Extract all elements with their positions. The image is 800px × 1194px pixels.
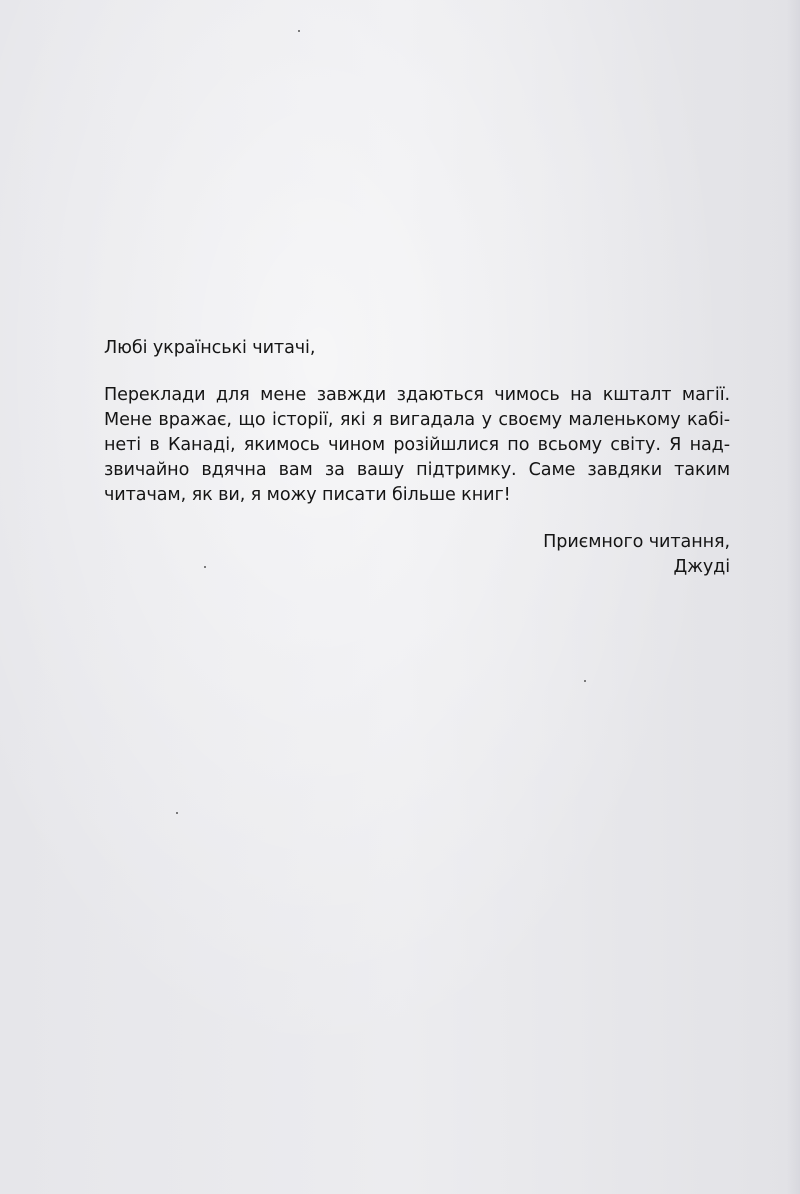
letter-body-line: читачам, як ви, я можу писати більше книг! xyxy=(104,485,511,505)
page-edge-shadow xyxy=(786,0,800,1194)
letter-greeting: Любі українські читачі, xyxy=(104,338,316,358)
letter-to-readers xyxy=(104,336,730,580)
letter-body xyxy=(104,383,730,508)
letter-body-line: звичайно вдячна вам за вашу підтримку. Саме завдяки таким xyxy=(104,460,730,480)
paper-speck xyxy=(298,30,300,32)
letter-signoff xyxy=(104,530,730,580)
letter-body-line: Переклади для мене завжди здаються чимось на кшталт магії. xyxy=(104,385,730,405)
letter-signature: Джуді xyxy=(673,557,730,577)
paper-speck xyxy=(584,680,586,682)
letter-body-line: Мене вражає, що історії, які я вигадала у своєму маленькому кабі- xyxy=(104,410,730,430)
letter-body-line: неті в Канаді, якимось чином розійшлися по всьому світу. Я над- xyxy=(104,435,730,455)
letter-closing: Приємного читання, xyxy=(543,532,730,552)
paper-speck xyxy=(176,812,178,814)
